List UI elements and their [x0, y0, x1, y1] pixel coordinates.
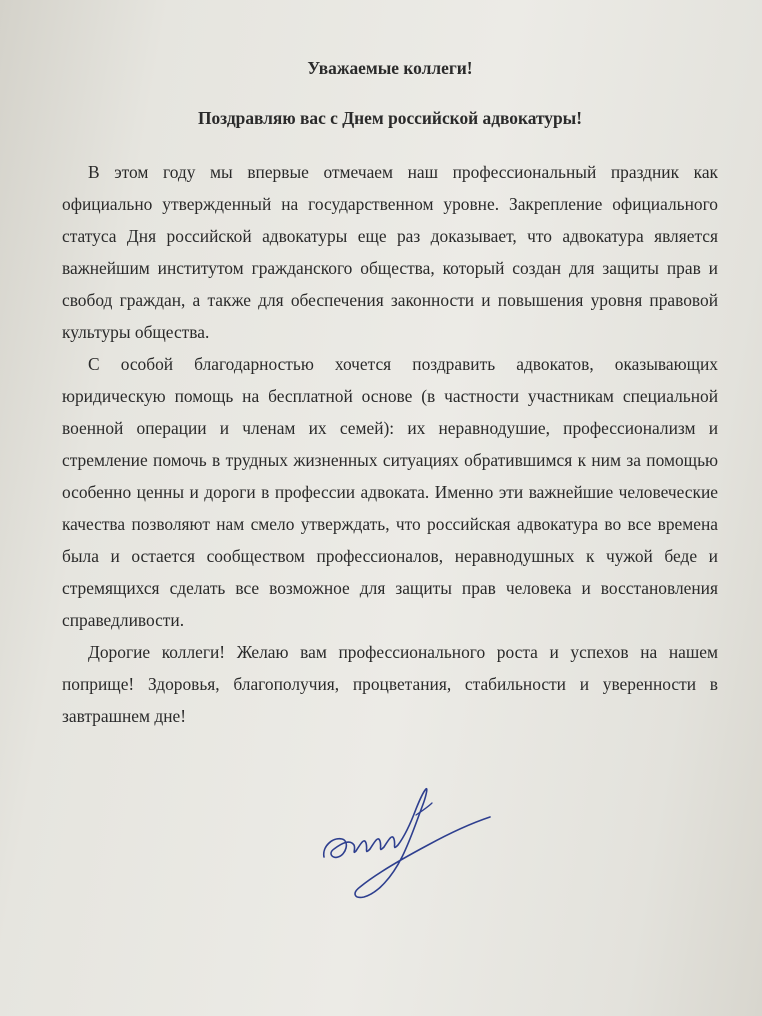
- handwritten-signature: [318, 785, 498, 905]
- paragraph-gratitude: С особой благодарностью хочется поздравить адвокатов, оказывающих юридическую помощь на бесплатной основе (в частности участникам специальной военной операции и членам их семей): их неравнодушие, профессионализм и стремление помочь в трудных жизненных ситуациях обратившимся к ним за помощью особенно ценны и дороги в профессии адвоката. Именно эти важнейшие человеческие качества позволяют нам смело утверждать, что российская адвокатура во все времена была и остается сообществом профессионалов, неравнодушных к чужой беде и стремящихся сделать все возможное для защиты прав человека и восстановления справедливости.: [62, 354, 718, 630]
- signature-stroke: [324, 789, 490, 898]
- paragraph-wishes: Дорогие коллеги! Желаю вам профессионального роста и успехов на нашем поприще! Здоровья, благополучия, процветания, стабильности и уверенности в завтрашнем дне!: [62, 642, 718, 726]
- paragraph-intro: В этом году мы впервые отмечаем наш профессиональный праздник как официально утвержденный на государственном уровне. Закрепление официального статуса Дня российской адвокатуры еще раз доказывает, что адвокатура является важнейшим институтом гражданского общества, который создан для защиты прав и свобод граждан, а также для обеспечения законности и повышения уровня правовой культуры общества.: [62, 162, 718, 342]
- letter-body: [62, 50, 718, 732]
- salutation-heading: Уважаемые коллеги!: [307, 58, 473, 78]
- greeting-heading: Поздравляю вас с Днем российской адвокатуры!: [197, 108, 583, 128]
